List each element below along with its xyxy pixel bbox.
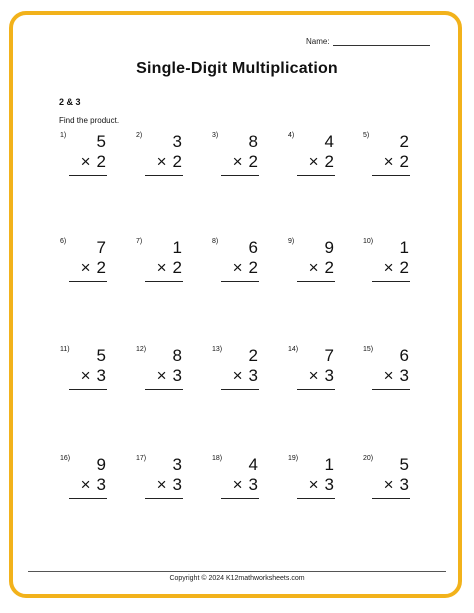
multiplier-row	[384, 475, 409, 495]
problem-number: 20)	[363, 455, 374, 462]
multiplicand: 6	[248, 238, 258, 257]
multiplier: 3	[96, 366, 106, 385]
answer-line[interactable]	[372, 389, 410, 390]
multiplicand: 3	[172, 132, 182, 151]
problem-number: 15)	[363, 346, 374, 353]
multiply-sign: ×	[383, 258, 394, 277]
problem-18	[212, 455, 272, 505]
name-label: Name:	[306, 37, 330, 46]
problem-number: 19)	[288, 455, 299, 462]
multiplier-row	[384, 366, 409, 386]
answer-line[interactable]	[145, 175, 183, 176]
multiplier-row	[81, 258, 106, 278]
problem-15	[363, 346, 423, 396]
answer-line[interactable]	[221, 389, 259, 390]
multiply-sign: ×	[156, 258, 167, 277]
answer-line[interactable]	[69, 175, 107, 176]
footer-divider	[28, 571, 446, 572]
multiplicand: 1	[399, 238, 409, 257]
answer-line[interactable]	[69, 389, 107, 390]
answer-line[interactable]	[372, 175, 410, 176]
multiplier: 2	[96, 258, 106, 277]
multiplier: 3	[172, 475, 182, 494]
multiplicand: 3	[172, 455, 182, 474]
multiply-sign: ×	[156, 366, 167, 385]
multiplier: 2	[248, 152, 258, 171]
problem-6	[60, 238, 120, 288]
multiply-sign: ×	[383, 475, 394, 494]
problem-number: 11)	[60, 346, 70, 353]
multiply-sign: ×	[383, 152, 394, 171]
multiplicand: 1	[324, 455, 334, 474]
multiplier: 3	[399, 475, 409, 494]
multiplicand: 8	[248, 132, 258, 151]
answer-line[interactable]	[145, 498, 183, 499]
multiply-sign: ×	[308, 366, 319, 385]
answer-line[interactable]	[297, 175, 335, 176]
multiplicand: 7	[96, 238, 106, 257]
multiplier: 2	[399, 258, 409, 277]
multiplier: 3	[399, 366, 409, 385]
answer-line[interactable]	[372, 498, 410, 499]
problem-number: 12)	[136, 346, 147, 353]
multiplicand: 7	[324, 346, 334, 365]
multiplicand: 4	[248, 455, 258, 474]
answer-line[interactable]	[297, 498, 335, 499]
copyright-footer: Copyright © 2024 K12mathworksheets.com	[169, 575, 305, 582]
multiply-sign: ×	[232, 152, 243, 171]
problem-7	[136, 238, 196, 288]
multiplier: 3	[248, 475, 258, 494]
multiplier-row	[309, 258, 334, 278]
multiplicand: 1	[172, 238, 182, 257]
multiply-sign: ×	[80, 152, 91, 171]
multiply-sign: ×	[232, 258, 243, 277]
answer-line[interactable]	[297, 389, 335, 390]
multiply-sign: ×	[80, 258, 91, 277]
multiplier: 3	[248, 366, 258, 385]
multiplicand: 6	[399, 346, 409, 365]
problem-number: 3)	[212, 132, 219, 139]
problem-number: 18)	[212, 455, 223, 462]
problem-17	[136, 455, 196, 505]
multiply-sign: ×	[308, 475, 319, 494]
multiplier-row	[157, 366, 182, 386]
problem-number: 7)	[136, 238, 143, 245]
multiplier-row	[233, 258, 258, 278]
problem-1	[60, 132, 120, 182]
problem-number: 13)	[212, 346, 223, 353]
problem-number: 4)	[288, 132, 295, 139]
name-field[interactable]	[306, 37, 430, 46]
multiplicand: 2	[399, 132, 409, 151]
multiply-sign: ×	[80, 366, 91, 385]
problem-13	[212, 346, 272, 396]
problem-12	[136, 346, 196, 396]
multiply-sign: ×	[156, 152, 167, 171]
problem-5	[363, 132, 423, 182]
multiplicand: 9	[324, 238, 334, 257]
name-blank-line[interactable]	[333, 37, 430, 46]
answer-line[interactable]	[297, 281, 335, 282]
multiplicand: 2	[248, 346, 258, 365]
problem-number: 10)	[363, 238, 374, 245]
multiplier-row	[81, 475, 106, 495]
multiplier: 2	[324, 152, 334, 171]
problem-8	[212, 238, 272, 288]
multiplier-row	[157, 258, 182, 278]
multiplier: 2	[172, 258, 182, 277]
multiply-sign: ×	[383, 366, 394, 385]
multiplier: 2	[399, 152, 409, 171]
answer-line[interactable]	[69, 498, 107, 499]
instruction-text: Find the product.	[59, 116, 120, 125]
multiply-sign: ×	[232, 366, 243, 385]
multiply-sign: ×	[308, 152, 319, 171]
multiply-sign: ×	[80, 475, 91, 494]
multiplier: 3	[96, 475, 106, 494]
problem-4	[288, 132, 348, 182]
problem-number: 5)	[363, 132, 370, 139]
problem-number: 9)	[288, 238, 295, 245]
problem-number: 17)	[136, 455, 147, 462]
problem-11	[60, 346, 120, 396]
multiplier-row	[157, 475, 182, 495]
multiplier-row	[233, 152, 258, 172]
answer-line[interactable]	[221, 498, 259, 499]
multiplicand: 4	[324, 132, 334, 151]
multiplier-row	[384, 258, 409, 278]
problem-16	[60, 455, 120, 505]
answer-line[interactable]	[145, 281, 183, 282]
problem-20	[363, 455, 423, 505]
multiplicand: 8	[172, 346, 182, 365]
multiplier-row	[309, 475, 334, 495]
multiplicand: 5	[399, 455, 409, 474]
problem-number: 14)	[288, 346, 299, 353]
multiplier-row	[309, 366, 334, 386]
multiplier: 3	[324, 366, 334, 385]
problem-10	[363, 238, 423, 288]
problem-number: 2)	[136, 132, 143, 139]
worksheet-subtitle: 2 & 3	[59, 97, 81, 107]
answer-line[interactable]	[221, 175, 259, 176]
multiplicand: 5	[96, 346, 106, 365]
problem-number: 6)	[60, 238, 67, 245]
answer-line[interactable]	[69, 281, 107, 282]
worksheet-title: Single-Digit Multiplication	[136, 60, 338, 77]
problem-9	[288, 238, 348, 288]
problem-14	[288, 346, 348, 396]
multiplier-row	[384, 152, 409, 172]
multiplier: 3	[172, 366, 182, 385]
multiplier-row	[81, 152, 106, 172]
multiplicand: 5	[96, 132, 106, 151]
multiplier-row	[81, 366, 106, 386]
answer-line[interactable]	[372, 281, 410, 282]
multiplier-row	[309, 152, 334, 172]
problem-3	[212, 132, 272, 182]
multiplier-row	[157, 152, 182, 172]
problem-number: 8)	[212, 238, 219, 245]
problem-19	[288, 455, 348, 505]
multiplicand: 9	[96, 455, 106, 474]
problem-number: 16)	[60, 455, 71, 462]
multiply-sign: ×	[308, 258, 319, 277]
multiplier: 2	[172, 152, 182, 171]
answer-line[interactable]	[221, 281, 259, 282]
multiplier-row	[233, 366, 258, 386]
answer-line[interactable]	[145, 389, 183, 390]
multiply-sign: ×	[232, 475, 243, 494]
multiplier: 2	[248, 258, 258, 277]
multiplier: 2	[324, 258, 334, 277]
multiplier: 3	[324, 475, 334, 494]
problem-number: 1)	[60, 132, 67, 139]
multiplier-row	[233, 475, 258, 495]
multiply-sign: ×	[156, 475, 167, 494]
multiplier: 2	[96, 152, 106, 171]
problem-2	[136, 132, 196, 182]
